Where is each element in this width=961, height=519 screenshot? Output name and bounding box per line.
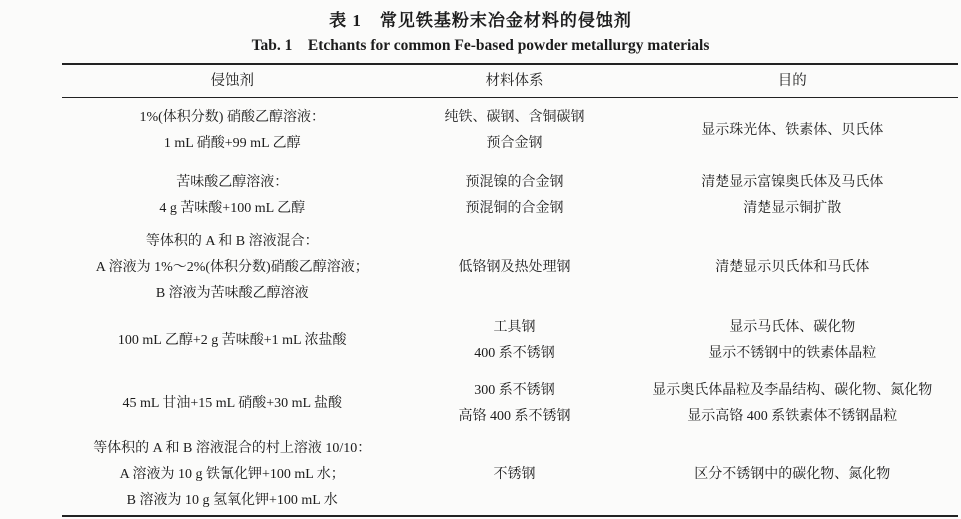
etchant-cell-line: A 溶液为 1%～2%(体积分数)硝酸乙醇溶液； [95,260,369,275]
purpose-cell-line: 显示高铬 400 系铁素体不锈钢晶粒 [687,409,898,424]
column-header-purpose: 目的 [777,73,807,89]
material-system-cell-line: 预混镍的合金钢 [465,174,564,190]
material-system-cell-line: 高铬 400 系不锈钢 [458,409,571,424]
etchant-cell-line: 4 g 苦味酸+100 mL 乙醇 [159,200,306,216]
material-system-cell-line: 工具钢 [493,319,536,335]
etchant-cell-line: 等体积的 A 和 B 溶液混合： [145,234,319,249]
purpose-cell [626,228,958,308]
etchant-cell [62,373,402,435]
table-row [62,228,958,308]
etchant-cell [62,163,402,228]
material-system-cell [402,435,626,515]
etchant-cell-line: 1%(体积分数) 硝酸乙醇溶液： [139,109,325,125]
etchant-cell-line: A 溶液为 10 g 铁氰化钾+100 mL 水； [119,467,345,482]
etchant-cell-line: 45 mL 甘油+15 mL 硝酸+30 mL 盐酸 [122,396,343,411]
etchant-cell [62,228,402,308]
purpose-cell [626,308,958,373]
table-title-english: Tab. 1 Etchants for common Fe-based powder metallurgy materials [251,37,710,54]
table-row [62,308,958,373]
table-header-row [62,65,958,98]
material-system-cell-line: 不锈钢 [493,467,536,482]
table-title-chinese: 表 1 常见铁基粉末冶金材料的侵蚀剂 [329,11,632,30]
purpose-cell-line: 显示奥氏体晶粒及李晶结构、碳化物、氮化物 [652,383,933,398]
table-body [62,98,958,515]
purpose-cell-line: 显示珠光体、铁素体、贝氏体 [701,122,884,138]
etchant-cell-line: 等体积的 A 和 B 溶液混合的村上溶液 10/10： [93,441,372,456]
column-header-material-system: 材料体系 [485,73,544,89]
purpose-cell-line: 显示马氏体、碳化物 [729,319,856,335]
purpose-cell [626,373,958,435]
material-system-cell-line: 纯铁、碳钢、含铜碳钢 [444,109,585,125]
material-system-cell-line: 预混铜的合金钢 [465,200,564,216]
etchant-cell-line: 100 mL 乙醇+2 g 苦味酸+1 mL 浓盐酸 [117,332,347,348]
material-system-cell-line: 预合金钢 [486,135,543,151]
etchants-table [62,63,958,517]
table-row [62,98,958,163]
material-system-cell [402,308,626,373]
purpose-cell [626,163,958,228]
material-system-cell-line: 300 系不锈钢 [474,383,555,398]
purpose-cell-line: 区分不锈钢中的碳化物、氮化物 [694,467,891,482]
etchant-cell [62,435,402,515]
material-system-cell [402,163,626,228]
etchant-cell-line: 苦味酸乙醇溶液： [176,174,289,190]
column-header-etchant: 侵蚀剂 [210,73,254,89]
material-system-cell [402,98,626,163]
purpose-cell-line: 清楚显示贝氏体和马氏体 [715,260,870,275]
table-row [62,373,958,435]
purpose-cell-line: 清楚显示富镍奥氏体及马氏体 [701,174,884,190]
table-row [62,435,958,515]
etchant-cell-line: 1 mL 硝酸+99 mL 乙醇 [163,135,301,151]
etchant-cell-line: B 溶液为 10 g 氢氧化钾+100 mL 水 [126,493,338,508]
material-system-cell-line: 400 系不锈钢 [474,345,555,361]
etchant-cell [62,98,402,163]
purpose-cell-line: 清楚显示铜扩散 [743,200,842,216]
material-system-cell [402,373,626,435]
purpose-cell-line: 显示不锈钢中的铁素体晶粒 [708,345,877,361]
table-row [62,163,958,228]
etchant-cell [62,308,402,373]
purpose-cell [626,98,958,163]
etchant-cell-line: B 溶液为苦味酸乙醇溶液 [155,286,309,301]
material-system-cell-line: 低铬钢及热处理钢 [458,260,571,275]
material-system-cell [402,228,626,308]
purpose-cell [626,435,958,515]
